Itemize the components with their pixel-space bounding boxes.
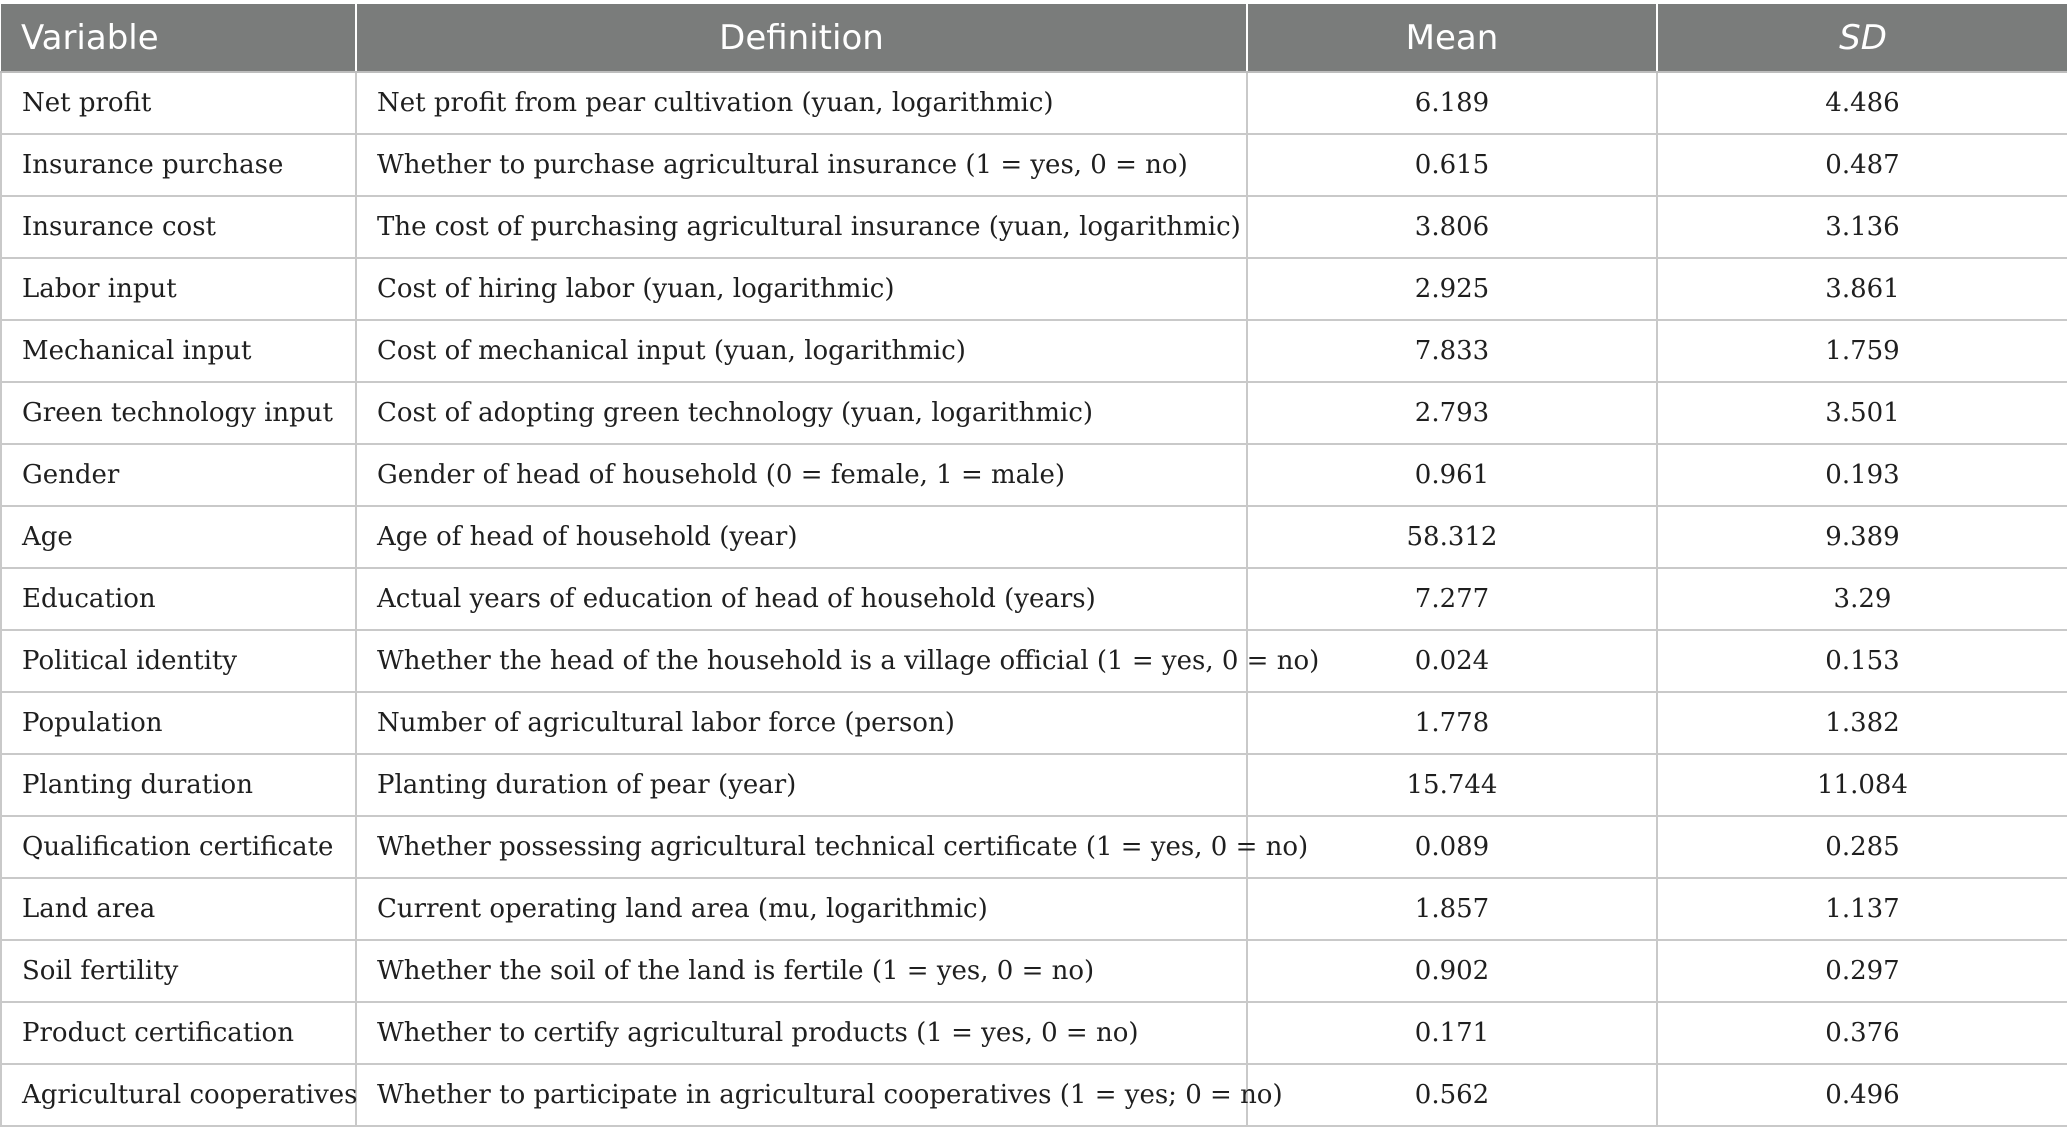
variable-cell: Land area [1,878,356,940]
mean-cell: 58.312 [1247,506,1657,568]
sd-cell: 3.29 [1657,568,2067,630]
variable-cell: Insurance cost [1,196,356,258]
header-sd: SD [1657,4,2067,72]
mean-cell: 0.089 [1247,816,1657,878]
mean-cell: 0.171 [1247,1002,1657,1064]
variable-cell: Population [1,692,356,754]
header-mean: Mean [1247,4,1657,72]
variable-cell: Age [1,506,356,568]
definition-cell: Age of head of household (year) [356,506,1247,568]
table-row [1,692,2067,754]
table-row [1,568,2067,630]
definition-cell: Planting duration of pear (year) [356,754,1247,816]
definition-cell: Current operating land area (mu, logarithmic) [356,878,1247,940]
sd-cell: 1.382 [1657,692,2067,754]
variable-cell: Gender [1,444,356,506]
mean-cell: 1.778 [1247,692,1657,754]
sd-cell: 9.389 [1657,506,2067,568]
table-row [1,72,2067,134]
variable-cell: Soil fertility [1,940,356,1002]
mean-cell: 0.562 [1247,1064,1657,1126]
sd-cell: 3.861 [1657,258,2067,320]
definition-cell: Cost of hiring labor (yuan, logarithmic) [356,258,1247,320]
definition-cell: Gender of head of household (0 = female, 1 = male) [356,444,1247,506]
mean-cell: 7.277 [1247,568,1657,630]
sd-cell: 0.285 [1657,816,2067,878]
table-row [1,630,2067,692]
variable-cell: Qualification certificate [1,816,356,878]
table-row [1,754,2067,816]
header-variable: Variable [1,4,356,72]
mean-cell: 2.925 [1247,258,1657,320]
definition-cell: The cost of purchasing agricultural insurance (yuan, logarithmic) [356,196,1247,258]
variable-cell: Agricultural cooperatives [1,1064,356,1126]
mean-cell: 2.793 [1247,382,1657,444]
definition-cell: Whether possessing agricultural technical certificate (1 = yes, 0 = no) [356,816,1247,878]
definition-cell: Whether to certify agricultural products (1 = yes, 0 = no) [356,1002,1247,1064]
table-header [1,4,2067,72]
definition-cell: Whether the head of the household is a village official (1 = yes, 0 = no) [356,630,1247,692]
variable-cell: Planting duration [1,754,356,816]
mean-cell: 0.024 [1247,630,1657,692]
sd-cell: 0.153 [1657,630,2067,692]
mean-cell: 0.961 [1247,444,1657,506]
sd-cell: 0.496 [1657,1064,2067,1126]
variable-cell: Insurance purchase [1,134,356,196]
header-definition: Definition [356,4,1247,72]
sd-cell: 1.759 [1657,320,2067,382]
variable-cell: Education [1,568,356,630]
table-row [1,940,2067,1002]
variable-cell: Product certification [1,1002,356,1064]
table-row [1,1064,2067,1126]
mean-cell: 7.833 [1247,320,1657,382]
variable-cell: Net profit [1,72,356,134]
definition-cell: Whether to purchase agricultural insurance (1 = yes, 0 = no) [356,134,1247,196]
table-row [1,1002,2067,1064]
mean-cell: 1.857 [1247,878,1657,940]
sd-cell: 11.084 [1657,754,2067,816]
mean-cell: 6.189 [1247,72,1657,134]
table-row [1,382,2067,444]
definition-cell: Cost of mechanical input (yuan, logarithmic) [356,320,1247,382]
sd-cell: 0.193 [1657,444,2067,506]
definition-cell: Cost of adopting green technology (yuan, logarithmic) [356,382,1247,444]
header-row [1,4,2067,72]
sd-cell: 0.376 [1657,1002,2067,1064]
table-row [1,878,2067,940]
definition-cell: Whether to participate in agricultural cooperatives (1 = yes; 0 = no) [356,1064,1247,1126]
mean-cell: 0.902 [1247,940,1657,1002]
table-row [1,196,2067,258]
sd-cell: 3.501 [1657,382,2067,444]
mean-cell: 3.806 [1247,196,1657,258]
mean-cell: 0.615 [1247,134,1657,196]
definition-cell: Actual years of education of head of household (years) [356,568,1247,630]
variable-cell: Labor input [1,258,356,320]
table-row [1,258,2067,320]
definition-cell: Number of agricultural labor force (person) [356,692,1247,754]
table-row [1,134,2067,196]
sd-cell: 0.297 [1657,940,2067,1002]
definition-cell: Net profit from pear cultivation (yuan, logarithmic) [356,72,1247,134]
descriptive-statistics-table [0,4,2067,1127]
table-row [1,320,2067,382]
table-row [1,444,2067,506]
descriptive-statistics-table-container [0,4,2067,1127]
table-row [1,816,2067,878]
table-body [1,72,2067,1126]
definition-cell: Whether the soil of the land is fertile (1 = yes, 0 = no) [356,940,1247,1002]
sd-cell: 0.487 [1657,134,2067,196]
sd-cell: 1.137 [1657,878,2067,940]
variable-cell: Green technology input [1,382,356,444]
sd-cell: 3.136 [1657,196,2067,258]
variable-cell: Mechanical input [1,320,356,382]
sd-cell: 4.486 [1657,72,2067,134]
table-row [1,506,2067,568]
variable-cell: Political identity [1,630,356,692]
mean-cell: 15.744 [1247,754,1657,816]
